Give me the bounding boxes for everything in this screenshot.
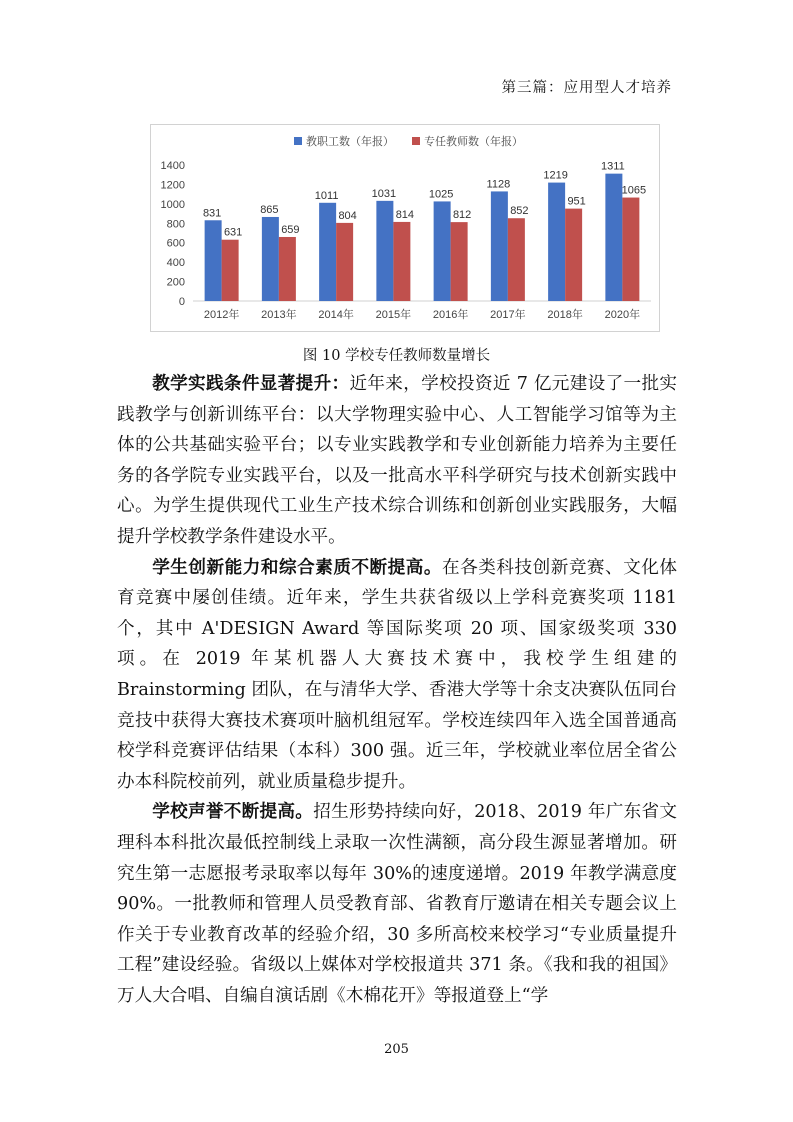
y-tick-label: 200 — [166, 276, 185, 289]
paragraph-teaching-conditions — [117, 369, 677, 553]
bar-1-6 — [565, 209, 582, 301]
bar-1-2 — [336, 223, 353, 301]
paragraph-lead: 学校声誉不断提高。 — [152, 801, 314, 823]
x-tick-label-2: 2014年 — [318, 309, 354, 321]
data-label-1-3: 814 — [395, 208, 415, 221]
paragraph-lead: 学生创新能力和综合素质不断提高。 — [152, 556, 443, 578]
data-label-1-5: 852 — [510, 205, 529, 218]
data-label-0-4: 1025 — [428, 188, 454, 201]
bar-0-0 — [205, 220, 222, 301]
y-tick-label: 600 — [166, 237, 185, 250]
bar-chart-svg — [151, 125, 659, 331]
data-label-0-5: 1128 — [486, 178, 511, 191]
paragraph-body: 近年来，学校投资近 7 亿元建设了一批实践教学与创新训练平台：以大学物理实验中心、人工智能学习馆等为主体的公共基础实验平台；以专业实践教学和专业创新能力培养为主要任务的各学院专业实践平台，以及一批高水平科学研究与技术创新实践中心。为学生提供现代工业生产技术综合训练和创新创业实践服务，大幅提升学校教学条件建设水平。 — [117, 374, 677, 547]
bar-0-4 — [434, 201, 451, 301]
data-label-1-7: 1065 — [621, 184, 647, 197]
teacher-count-chart — [150, 124, 660, 332]
data-label-0-7: 1311 — [601, 160, 625, 173]
data-label-1-0: 631 — [223, 226, 243, 239]
paragraph-lead: 教学实践条件显著提升： — [152, 373, 350, 394]
bar-0-1 — [262, 217, 279, 301]
bar-0-6 — [548, 183, 565, 301]
bar-1-3 — [393, 222, 410, 301]
x-tick-label-7: 2020年 — [604, 309, 641, 321]
y-tick-label: 1400 — [160, 160, 185, 172]
y-tick-label: 1000 — [160, 198, 185, 211]
legend-label-0: 教职工数（年报） — [306, 136, 394, 148]
bar-1-5 — [508, 218, 525, 301]
data-label-0-6: 1219 — [543, 169, 568, 182]
y-tick-label: 1200 — [160, 179, 185, 192]
data-label-0-3: 1031 — [371, 187, 397, 200]
legend-swatch-0 — [294, 137, 302, 145]
x-tick-label-5: 2017年 — [490, 309, 526, 321]
page-number: 205 — [384, 1042, 409, 1057]
paragraph-body: 在各类科技创新竞赛、文化体育竞赛中屡创佳绩。近年来，学生共获省级以上学科竞赛奖项 1181 个，其中 A'DESIGN Award 等国际奖项 20 项、国家级奖项 330 项。在 2019 年某机器人大赛技术赛中，我校学生组建的 Brainstorming 团队，在与清华大学、香港大学等十余支决赛队伍同台竞技中获得大赛技术赛项叶脑机组冠军。学校连续四年入选全国普通高校学科竞赛评估结果（本科）300 强。近三年，学校就业率位居全省公办本科院校前列，就业质量稳步提升。 — [117, 557, 677, 792]
data-label-1-4: 812 — [452, 209, 472, 222]
x-tick-label-1: 2013年 — [261, 309, 297, 321]
bar-0-2 — [319, 203, 336, 301]
x-tick-label-3: 2015年 — [375, 309, 412, 321]
x-tick-label-6: 2018年 — [547, 309, 583, 321]
paragraph-school-reputation — [117, 797, 677, 1011]
bar-0-7 — [605, 174, 622, 301]
data-label-0-0: 831 — [202, 207, 222, 220]
bar-1-7 — [622, 198, 639, 301]
y-tick-label: 400 — [166, 257, 185, 270]
data-label-1-6: 951 — [567, 195, 586, 208]
data-label-1-1: 659 — [281, 223, 300, 236]
bar-0-3 — [376, 201, 393, 301]
paragraph-body: 招生形势持续向好，2018、2019 年广东省文理科本科批次最低控制线上录取一次性满额，高分段生源显著增加。研究生第一志愿报考录取率以每年 30%的速度递增。2019 年教学满意度 90%。一批教师和管理人员受教育部、省教育厅邀请在相关专题会议上作关于专业教育改革的经验介绍，30 多所高校来校学习“专业质量提升工程”建设经验。省级以上媒体对学校报道共 371 条。《我和我的祖国》万人大合唱、自编自演话剧《木棉花开》等报道登上“学 — [117, 802, 677, 1006]
x-tick-label-0: 2012年 — [203, 309, 240, 321]
data-label-1-2: 804 — [338, 209, 357, 222]
y-tick-label: 800 — [166, 218, 185, 231]
bar-1-1 — [279, 237, 296, 301]
bar-1-4 — [451, 222, 468, 301]
legend-label-1: 专任教师数（年报） — [424, 136, 523, 148]
bar-1-0 — [222, 240, 239, 301]
bar-0-5 — [491, 191, 508, 301]
data-label-0-2: 1011 — [314, 189, 339, 202]
figure-caption: 图 10 学校专任教师数量增长 — [302, 348, 491, 364]
data-label-0-1: 865 — [260, 203, 279, 216]
body-text — [117, 369, 677, 1011]
y-tick-label: 0 — [178, 296, 185, 308]
x-tick-label-4: 2016年 — [432, 309, 469, 321]
running-header: 第三篇：应用型人才培养 — [501, 80, 672, 96]
paragraph-student-innovation — [117, 553, 677, 798]
legend-swatch-1 — [412, 137, 420, 145]
